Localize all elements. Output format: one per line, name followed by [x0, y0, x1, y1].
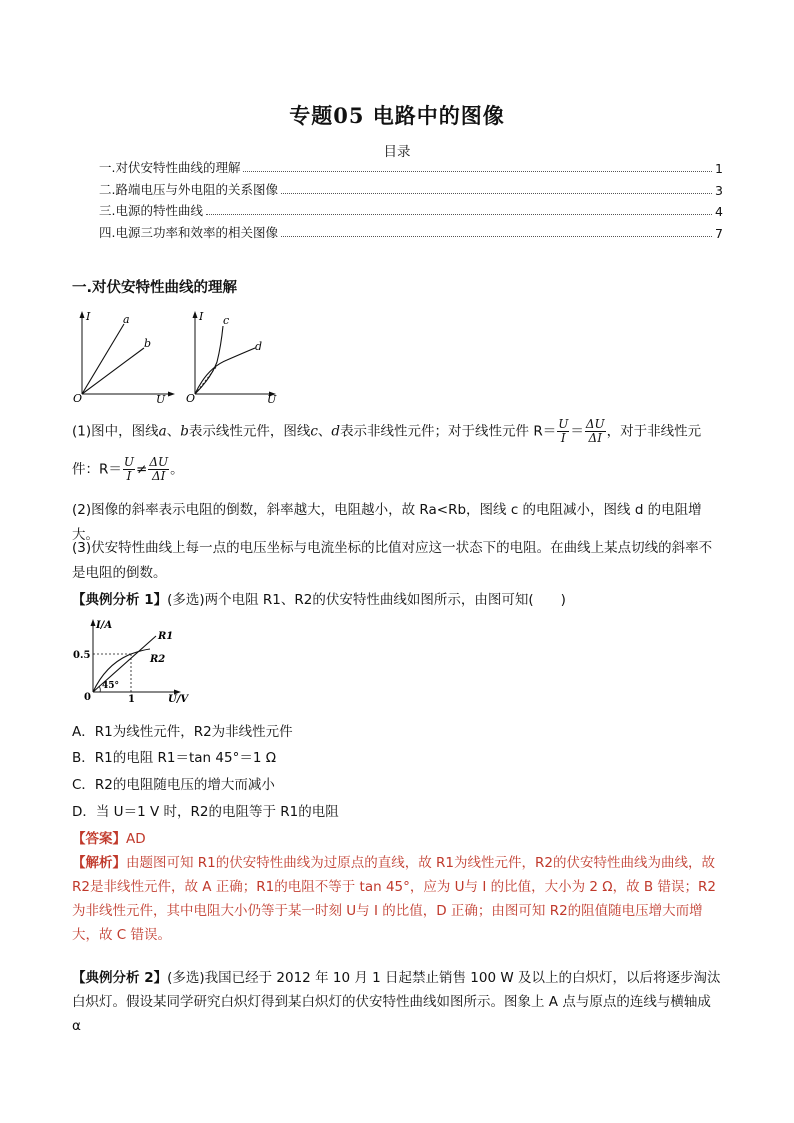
y-tick-label: 0.5: [73, 650, 91, 661]
toc-entry[interactable]: [99, 223, 723, 241]
origin-label: 0: [84, 692, 91, 703]
fraction: $\frac{\Delta U}{\Delta I}$: [149, 455, 169, 483]
example-tag: 【典例分析 1】: [72, 592, 168, 608]
origin-label: O: [186, 392, 196, 404]
toc-entry[interactable]: [99, 201, 723, 219]
paragraph-2: (2)图像的斜率表示电阻的倒数，斜率越大，电阻越小，故 Ra<Rb，图线 c 的电阻减小，图线 d 的电阻增大。: [72, 502, 702, 543]
toc-leader: [281, 236, 712, 237]
explanation: 【解析】由题图可知 R1的伏安特性曲线为过原点的直线，故 R1为线性元件，R2的伏安特性曲线为曲线，故 R2是非线性元件，故 A 正确；R1的电阻不等于 tan 45°，应为 U与 I 的比值，大小为 2 Ω，故 B 错误；R2为非线性元件，其中电阻大小仍等于某一时刻 U与 I 的比值，D 正确；由图可知 R2的阻值随电压增大而增大，故 C 错误。: [72, 855, 716, 943]
paragraph-1-cont: 件：R＝ $\frac{U}{I}$ ≠ $\frac{\Delta U}{\Delta I}$ 。: [72, 455, 184, 483]
curve-d: [195, 348, 255, 394]
toc-heading: 目录: [383, 144, 411, 160]
option-a: A．R1为线性元件，R2为非线性元件: [72, 724, 293, 740]
curve-d-label: d: [255, 340, 263, 353]
r1-label: R1: [158, 631, 174, 642]
toc-entry-page: 3: [715, 183, 723, 198]
curve-c-label: c: [223, 314, 230, 327]
toc-entry-page: 4: [715, 204, 723, 219]
line-a-label: a: [123, 313, 130, 326]
y-axis-label: I: [199, 310, 204, 323]
explanation-tag: 【解析】: [72, 855, 126, 871]
toc-entry-label: 四.电源三功率和效率的相关图像: [99, 225, 278, 240]
x-axis-arrow: [168, 392, 175, 397]
answer-value: AD: [126, 831, 146, 847]
angle-label: 45°: [102, 681, 120, 691]
toc-entry-label: 三.电源的特性曲线: [99, 203, 203, 218]
y-axis-arrow: [91, 619, 96, 626]
curve-c: [195, 326, 223, 394]
toc-entry-label: 二.路端电压与外电阻的关系图像: [99, 182, 278, 197]
toc-leader: [206, 214, 712, 215]
answer: [72, 827, 146, 847]
x-tick-label: 1: [128, 694, 135, 704]
example-2: 【典例分析 2】(多选)我国已经于 2012 年 10 月 1 日起禁止销售 100 W 及以上的白炽灯，以后将逐步淘汰白炽灯。假设某同学研究白炽灯得到某白炽灯的伏安特性曲线如图所示。图象上 A 点与原点的连线与横轴成 α: [72, 970, 721, 1034]
paragraph-1: (1)图中，图线a、b表示线性元件，图线c、d表示非线性元件；对于线性元件 R＝ $\frac{U}{I}$ ＝ $\frac{\Delta U}{\Delta I}$ ，对于非线性元: [72, 417, 702, 445]
x-axis-label: U: [156, 393, 166, 404]
y-axis-label: I/A: [96, 620, 113, 631]
toc-entry-label: 一.对伏安特性曲线的理解: [99, 160, 241, 175]
y-axis-arrow: [80, 311, 85, 318]
page-title: 专题05 电路中的图像: [289, 103, 505, 128]
figure-r1-r2: [72, 616, 192, 704]
figure-linear-iv: [70, 306, 182, 404]
x-axis-label: U/V: [168, 694, 189, 704]
line-a: [82, 324, 124, 394]
r2-label: R2: [150, 654, 166, 665]
line-b-label: b: [144, 337, 152, 350]
paragraph-3: (3)伏安特性曲线上每一点的电压坐标与电流坐标的比值对应这一状态下的电阻。在曲线上某点切线的斜率不是电阻的倒数。: [72, 540, 713, 581]
x-axis-label: U: [267, 393, 277, 404]
y-axis-label: I: [86, 310, 91, 323]
fraction: $\frac{U}{I}$: [123, 455, 135, 483]
y-axis-arrow: [193, 311, 198, 318]
origin-label: O: [73, 392, 83, 404]
option-b: B．R1的电阻 R1＝tan 45°＝1 Ω: [72, 750, 277, 766]
example-tag: 【典例分析 2】: [72, 970, 168, 986]
toc-leader: [281, 193, 712, 194]
answer-tag: 【答案】: [72, 831, 126, 847]
option-c: C．R2的电阻随电压的增大而减小: [72, 777, 275, 793]
option-d: D．当 U＝1 V 时，R2的电阻等于 R1的电阻: [72, 804, 339, 820]
section-heading: 一.对伏安特性曲线的理解: [72, 280, 238, 296]
angle-arc: [99, 686, 100, 692]
fraction: $\frac{\Delta U}{\Delta I}$: [585, 417, 605, 445]
toc-entry-page: 7: [715, 226, 723, 241]
toc-leader: [243, 171, 712, 172]
toc-entry[interactable]: [99, 180, 723, 198]
fraction: $\frac{U}{I}$: [558, 417, 569, 445]
line-b: [82, 348, 144, 394]
example-1: 【典例分析 1】(多选)两个电阻 R1、R2的伏安特性曲线如图所示，由图可知( ): [72, 592, 566, 608]
figure-nonlinear-iv: [183, 306, 283, 404]
toc-entry[interactable]: [99, 158, 723, 176]
toc-entry-page: 1: [715, 161, 723, 176]
